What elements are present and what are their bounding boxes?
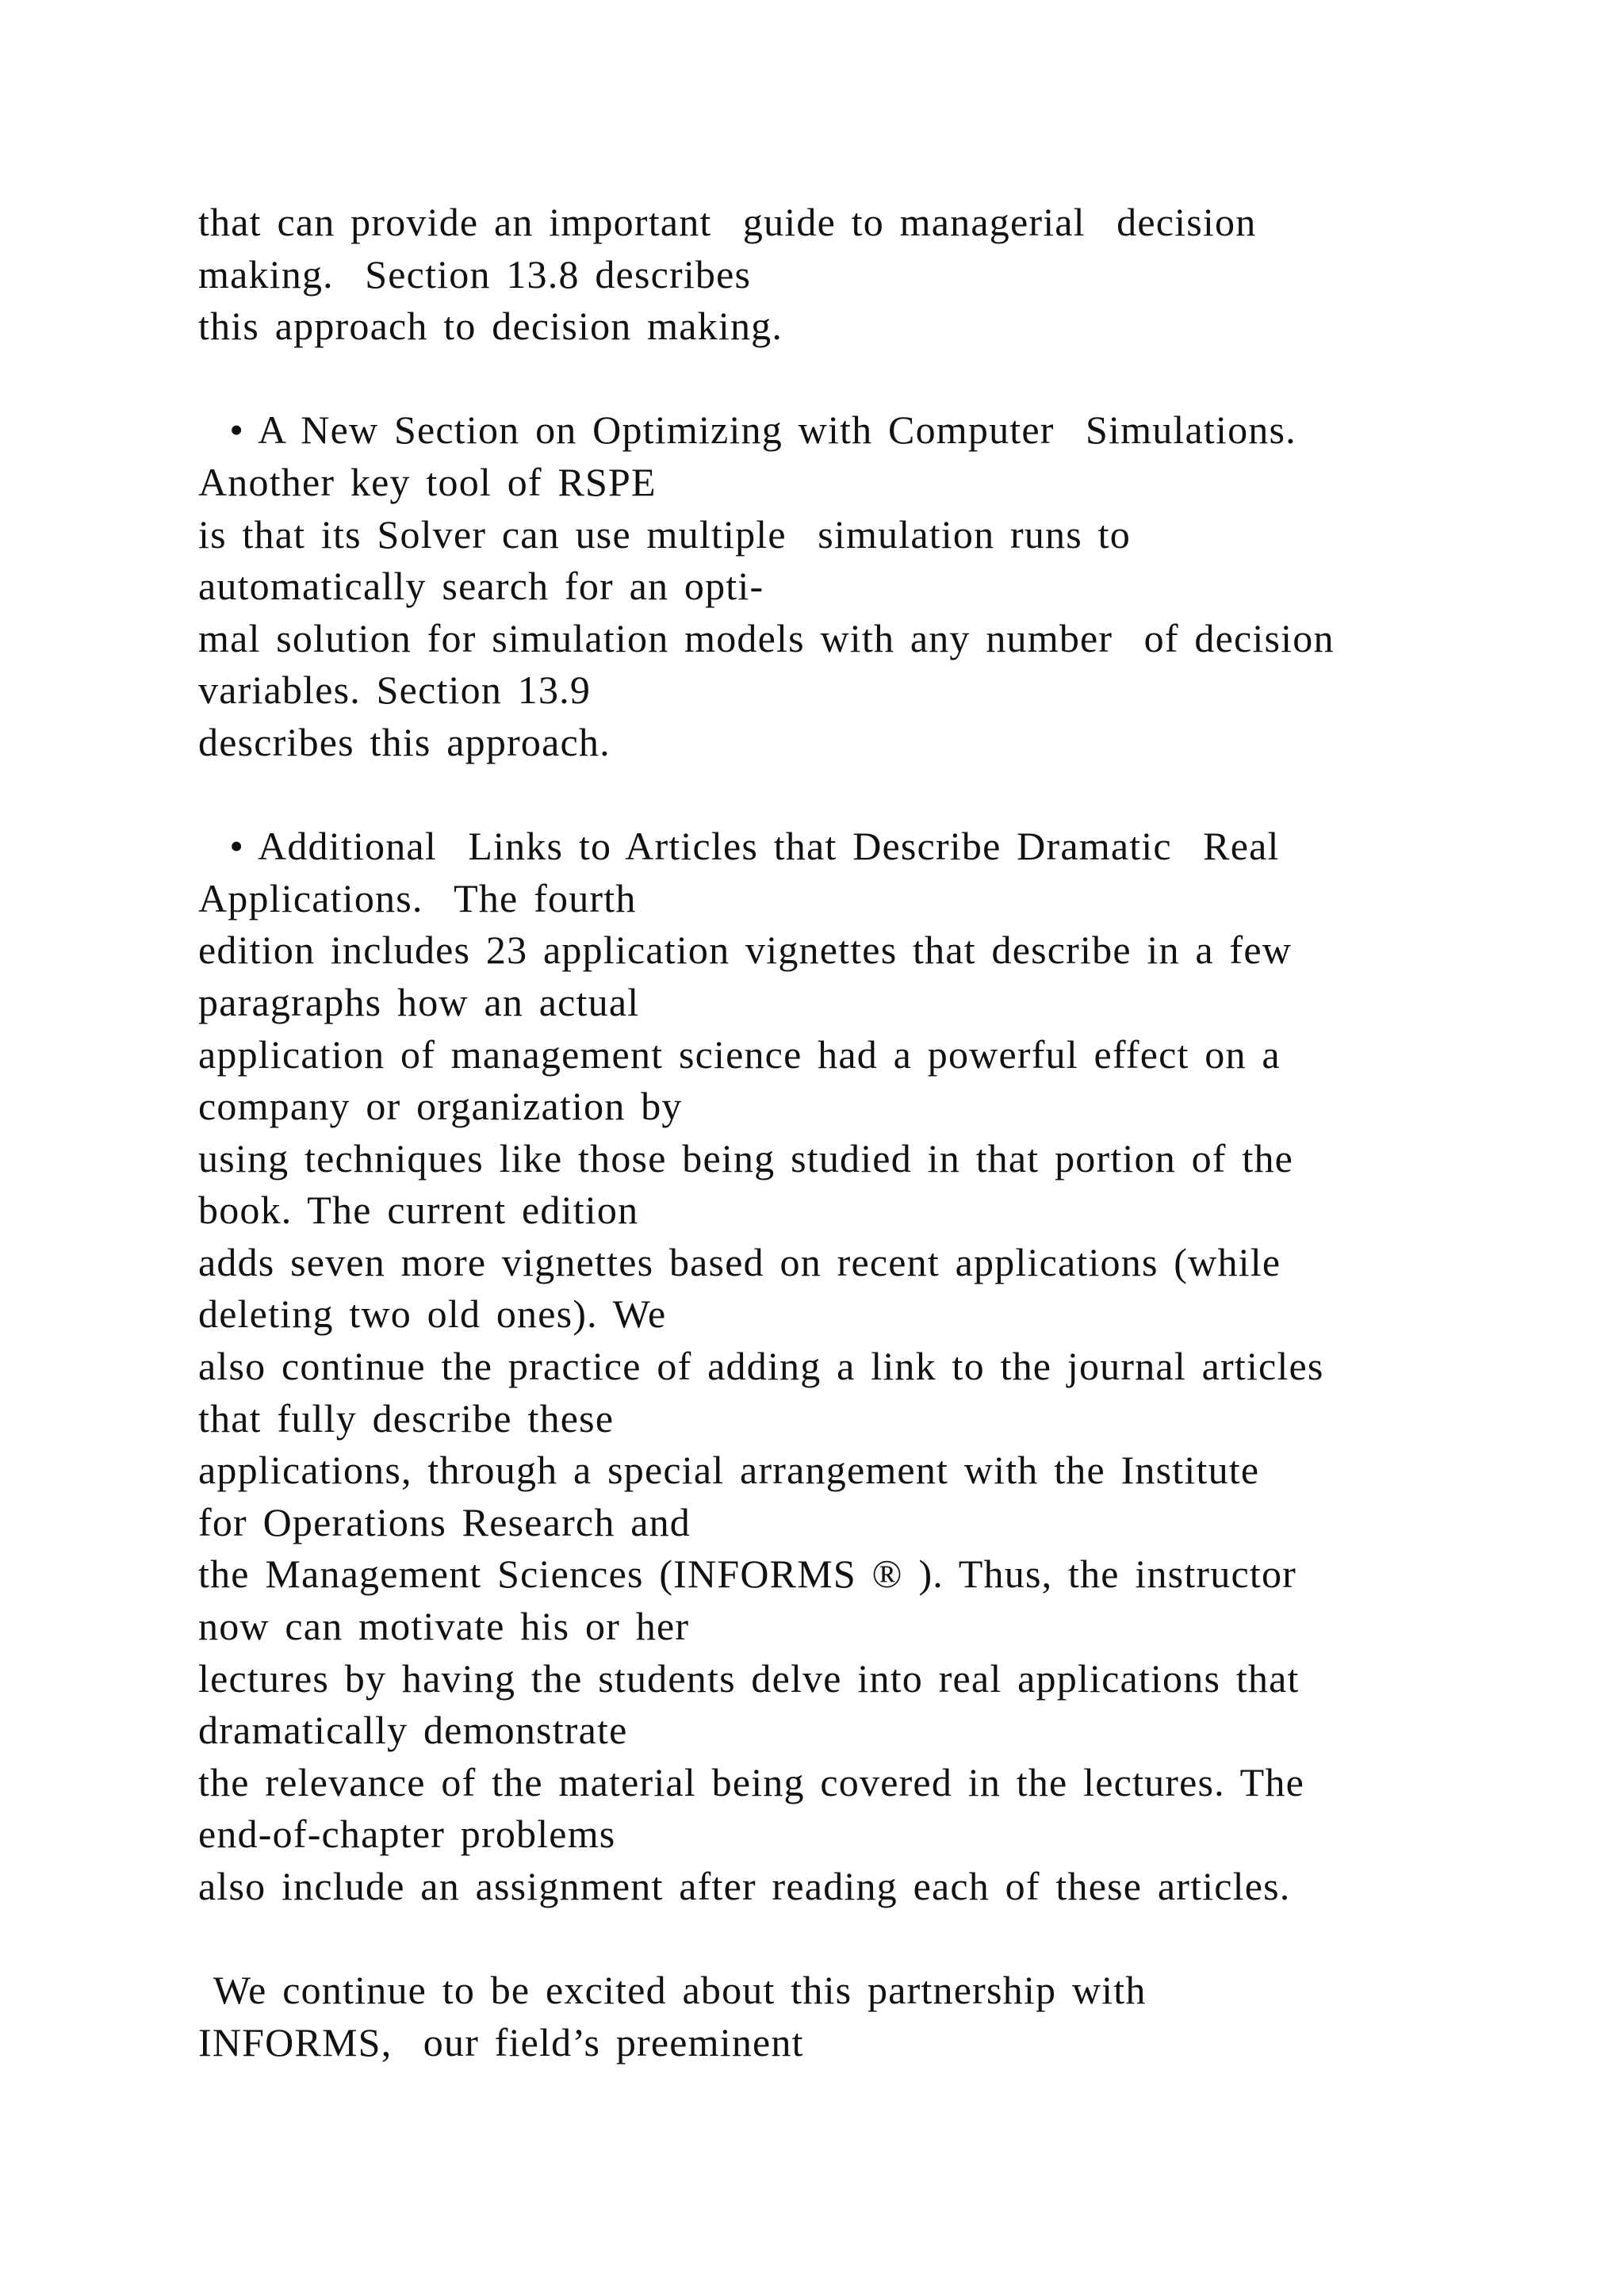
text-line: that can provide an important guide to managerial decision [198,200,1257,244]
text-line: adds seven more vignettes based on recent applications (while [198,1239,1281,1284]
text-line: end-of-chapter problems [198,1812,616,1857]
bullet-line: • Additional Links to Articles that Describe Dramatic Real [198,824,1280,869]
text-line: also include an assignment after reading each of these articles. [198,1864,1291,1908]
text-line: book. The current edition [198,1188,639,1233]
text-line: Applications. The fourth [198,875,637,920]
text-line: making. Section 13.8 describes [198,251,752,297]
paragraph-gap [198,769,1483,821]
paragraph-gap [198,353,1483,405]
text-line: that fully describe these [198,1395,615,1441]
text-line: company or organization by [198,1084,683,1129]
text-line: edition includes 23 application vignettes that describe in a few [198,928,1293,973]
text-line: for Operations Research and [198,1499,691,1544]
text-line: applications, through a special arrangement with the Institute [198,1448,1260,1493]
paragraph-gap [198,1913,1483,1965]
bullet-line: • A New Section on Optimizing with Computer Simulations. [198,408,1297,453]
text-line: the relevance of the material being covered in the lectures. The [198,1759,1305,1804]
text-line: now can motivate his or her [198,1604,690,1649]
text-line: mal solution for simulation models with any number of decision [198,615,1335,660]
text-line: also continue the practice of adding a link to the journal articles [198,1344,1324,1389]
text-line: automatically search for an opti- [198,564,764,609]
text-line: Another key tool of RSPE [198,459,657,504]
text-line: paragraphs how an actual [198,979,640,1024]
text-line: INFORMS, our field’s preeminent [198,2019,804,2064]
text-line: dramatically demonstrate [198,1708,628,1753]
text-line: using techniques like those being studied in that portion of the [198,1135,1294,1181]
text-line: the Management Sciences (INFORMS ® ). Thus, the instructor [198,1552,1297,1597]
text-line: deleting two old ones). We [198,1292,667,1337]
text-line: We continue to be excited about this partnership with [198,1968,1147,2013]
body-text [198,197,1483,2068]
text-line: is that its Solver can use multiple simulation runs to [198,511,1131,557]
text-line: lectures by having the students delve into real applications that [198,1655,1300,1701]
text-line: variables. Section 13.9 [198,668,592,713]
text-line: this approach to decision making. [198,304,783,349]
text-line: describes this approach. [198,719,611,764]
text-line: application of management science had a powerful effect on a [198,1031,1281,1077]
